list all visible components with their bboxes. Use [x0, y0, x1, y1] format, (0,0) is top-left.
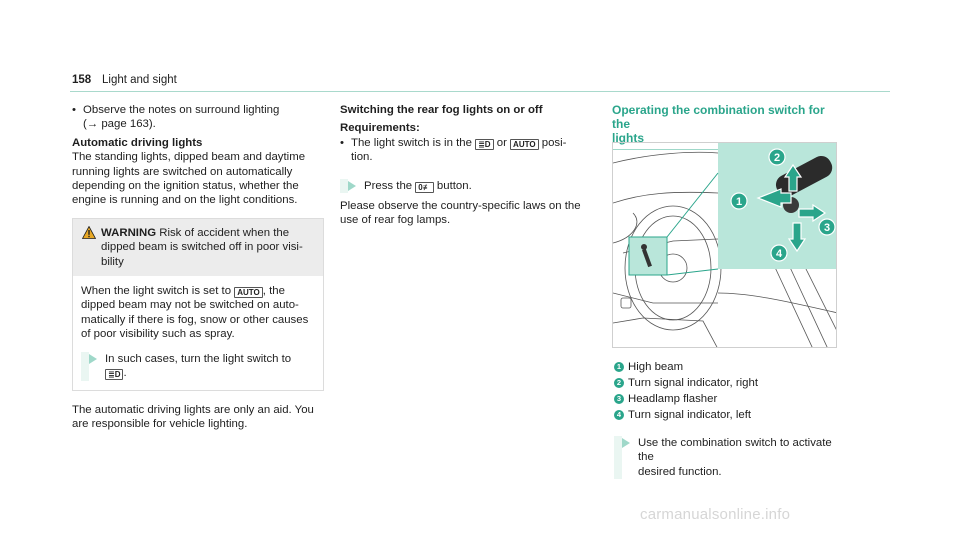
- callout-3: [819, 219, 835, 235]
- legend-item: 2 Turn signal indicator, right: [614, 376, 844, 392]
- warning-icon: [82, 226, 96, 239]
- figure-legend: [614, 360, 844, 479]
- requirements-label: Requirements:: [340, 122, 420, 135]
- list-item: • Observe the notes on surround lighting (→ page 163).: [72, 103, 324, 132]
- section-heading: Switching the rear fog lights on or off: [340, 104, 543, 116]
- callout-4-label: 4: [775, 248, 783, 260]
- warning-body: When the light switch is set to AUTO , the dipped beam may not be switched on auto- matically if there is fog, snow or other causes of poor visibility such as spray. In such cases, turn the light switch to ≣D .: [73, 276, 323, 389]
- legend-item: 1 High beam: [614, 360, 844, 376]
- column-middle: [340, 103, 590, 228]
- auto-symbol-icon: AUTO: [234, 287, 263, 298]
- action-step: In such cases, turn the light switch to ≣D .: [81, 352, 315, 381]
- paragraph: The standing lights, dipped beam and daytime running lights are switched on automatically depending on the ignition status, whether the engine is running and on the light conditions.: [72, 151, 306, 207]
- dipped-beam-icon: ≣D: [105, 369, 123, 380]
- callout-1-label: 1: [735, 196, 743, 208]
- page-number: 158: [72, 74, 92, 86]
- callout-1: [731, 193, 747, 209]
- legend-item: 3 Headlamp flasher: [614, 392, 844, 408]
- section-title: Light and sight: [102, 74, 177, 86]
- action-step: Use the combination switch to activate the desired function.: [614, 436, 844, 479]
- callout-2-label: 2: [773, 152, 781, 164]
- auto-symbol-icon: AUTO: [510, 139, 539, 150]
- dipped-beam-icon: ≣D: [475, 139, 493, 150]
- warning-title: WARNING: [101, 226, 157, 239]
- column-left: [72, 103, 324, 431]
- arrow-icon: [622, 438, 630, 448]
- watermark: carmanualsonline.info: [640, 506, 791, 523]
- rear-fog-light-icon: 0≢: [415, 182, 433, 193]
- paragraph: The automatic driving lights are only an aid. You are responsible for vehicle lighting.: [72, 403, 314, 430]
- arrow-icon: [89, 354, 97, 364]
- list-item: • The light switch is in the ≣D or AUTO posi- tion.: [340, 136, 590, 165]
- callout-3-label: 3: [823, 222, 831, 234]
- section-heading: Operating the combination switch for the lights: [612, 103, 837, 150]
- dashboard-illustration: [613, 143, 837, 348]
- paragraph: Please observe the country-specific laws on the use of rear fog lamps.: [340, 200, 581, 227]
- page-reference-link[interactable]: (→ page 163).: [83, 118, 156, 131]
- legend-item: 4 Turn signal indicator, left: [614, 408, 844, 424]
- warning-box: [72, 218, 324, 391]
- section-heading: Automatic driving lights: [72, 136, 203, 149]
- page-header: [70, 70, 890, 92]
- callout-4: [771, 245, 787, 261]
- combination-switch-figure: [612, 142, 837, 348]
- callout-2: [769, 149, 785, 165]
- warning-header: WARNING Risk of accident when the dipped beam is switched off in poor visi- bility: [73, 219, 323, 276]
- action-step: Press the 0≢ button.: [340, 179, 590, 193]
- arrow-icon: [348, 181, 356, 191]
